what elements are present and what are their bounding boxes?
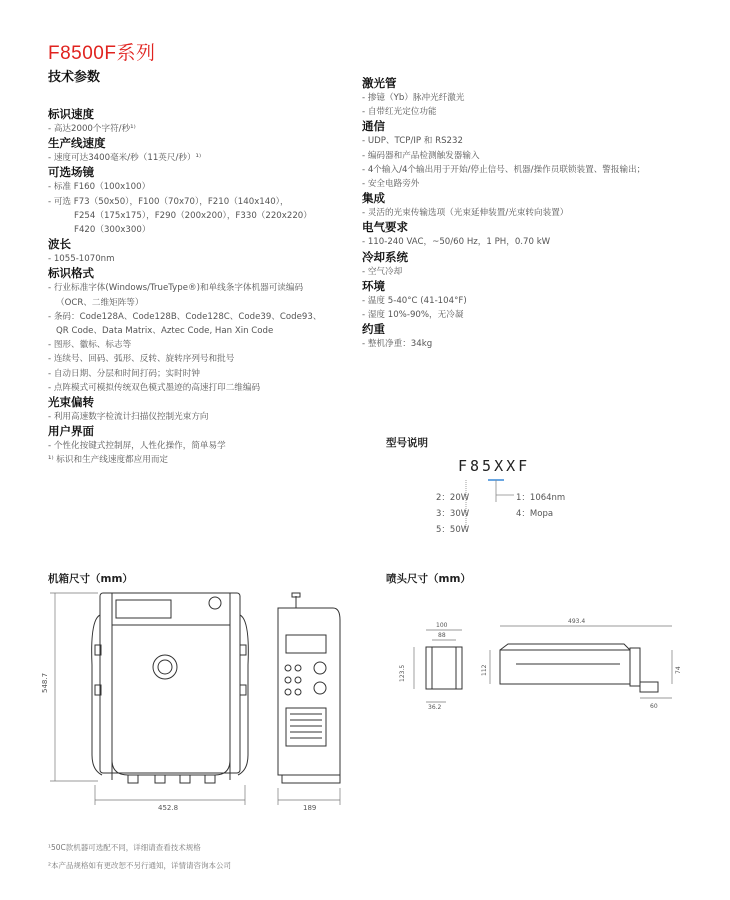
- spec-group-speed: [48, 107, 358, 136]
- spec-line: - 掺镱（Yb）脉冲光纤激光: [362, 93, 465, 103]
- spec-line: - 行业标准字体(Windows/TrueType®)和单线条字体机器可读编码: [48, 283, 304, 294]
- spec-line: - 整机净重：34kg: [362, 339, 433, 350]
- wavelength-options: [516, 490, 565, 522]
- spec-group-weight: [362, 322, 672, 351]
- head-bottom-label: 36.2: [428, 704, 442, 711]
- spec-line: - 点阵模式可模拟传统双色模式墨迹的高速打印二维编码: [48, 382, 261, 393]
- spec-heading: 环境: [362, 278, 385, 293]
- spec-heading: 用户界面: [48, 424, 94, 439]
- spec-line: QR Code、Data Matrix、Aztec Code, Han Xin Code: [56, 326, 274, 337]
- head-dimensions-title: 喷头尺寸（mm）: [386, 573, 471, 585]
- section-title: 技术参数: [48, 70, 101, 85]
- spec-line: - UDP、TCP/IP 和 RS232: [362, 136, 463, 147]
- power-option: 3：30W: [436, 509, 470, 519]
- spec-group-environment: [362, 279, 672, 322]
- head-inner-label: 88: [438, 632, 446, 639]
- head-height-label: 112: [481, 664, 488, 676]
- spec-line: F420（300x300）: [74, 225, 151, 236]
- spec-heading: 可选场镜: [48, 165, 94, 180]
- wavelength-option: 4：Mopa: [516, 509, 554, 519]
- spec-line: - 自带红光定位功能: [362, 107, 437, 118]
- model-title: 型号说明: [386, 437, 428, 449]
- head-length-label: 493.4: [568, 618, 586, 625]
- spec-group-integration: [362, 191, 672, 220]
- head-small-label: 60: [650, 703, 658, 710]
- spec-group-format: [48, 266, 358, 395]
- head-right-height-label: 74: [675, 666, 682, 674]
- head-drawing: [392, 612, 712, 712]
- spec-group-power: [362, 220, 672, 249]
- left-spec-column: [48, 107, 358, 468]
- cabinet-width-label: 452.8: [158, 804, 179, 812]
- spec-heading: 激光管: [362, 76, 397, 90]
- spec-line: - 标准 F160（100x100）: [48, 182, 151, 193]
- spec-line: - 安全电路旁外: [362, 179, 420, 190]
- spec-group-cooling: [362, 250, 672, 279]
- cabinet-height-label: 548.7: [41, 672, 49, 693]
- spec-heading: 标识格式: [48, 266, 94, 281]
- spec-line: - 可选 F73（50x50），F100（70x70），F210（140x140），: [48, 196, 289, 207]
- cabinet-depth-label: 189: [303, 804, 317, 812]
- spec-group-deflection: [48, 395, 358, 424]
- head-left-height-label: 123.5: [399, 664, 406, 682]
- spec-line: - 图形、徽标、标志等: [48, 340, 132, 351]
- model-code: F85XXF: [458, 457, 531, 475]
- head-width-label: 100: [436, 622, 448, 629]
- spec-line: - 4个输入/4个输出用于开始/停止信号、机器/操作员联锁装置、警报输出；: [362, 164, 646, 175]
- power-options: [436, 490, 469, 538]
- spec-heading: 冷却系统: [362, 249, 408, 264]
- spec-heading: 电气要求: [362, 220, 408, 235]
- spec-line: - 灵活的光束传输选项（光束延伸装置/光束转向装置）: [362, 208, 569, 219]
- spec-heading: 波长: [48, 237, 71, 252]
- spec-line: - 连续号、回码、弧形、反转、旋转序列号和批号: [48, 354, 235, 365]
- spec-line: - 速度可达3400毫米/秒（11英尺/秒）¹⁾: [48, 153, 202, 164]
- spec-line: - 温度 5-40°C (41-104°F): [362, 295, 467, 306]
- spec-line: - 1055-1070nm: [48, 254, 115, 265]
- spec-heading: 光束偏转: [48, 395, 94, 410]
- spec-line: - 利用高速数字检流计扫描仪控制光束方向: [48, 412, 209, 423]
- spec-group-line-speed: [48, 136, 358, 165]
- spec-heading: 集成: [362, 191, 385, 206]
- cabinet-side-drawing: [268, 590, 358, 815]
- spec-line: （OCR、二维矩阵等）: [56, 297, 144, 308]
- power-option: 2：20W: [436, 493, 470, 503]
- spec-heading: 通信: [362, 119, 385, 134]
- spec-group-wavelength: [48, 237, 358, 266]
- spec-group-lens: [48, 165, 358, 237]
- spec-heading: 标识速度: [48, 107, 94, 121]
- wavelength-option: 1：1064nm: [516, 493, 566, 503]
- series-title: F8500F系列: [48, 43, 156, 64]
- cabinet-dimensions-title: 机箱尺寸（mm）: [48, 573, 133, 585]
- power-option: 5：50W: [436, 525, 470, 535]
- spec-line: - 湿度 10%-90%，无冷凝: [362, 310, 464, 321]
- spec-line: - 空气冷却: [362, 266, 403, 277]
- spec-line: F254（175x175），F290（200x200），F330（220x220）: [74, 210, 312, 221]
- spec-line: - 自动日期、分层和时间打码；实时时钟: [48, 368, 200, 379]
- spec-line: - 高达2000个字符/秒¹⁾: [48, 124, 136, 134]
- spec-line: ¹⁾ 标识和生产线速度都应用而定: [48, 455, 169, 466]
- footnote: ¹50C款机器可选配不同，详细请查看技术规格: [48, 843, 201, 852]
- spec-group-ui: [48, 424, 358, 467]
- spec-line: - 110-240 VAC，~50/60 Hz，1 PH，0.70 kW: [362, 237, 551, 248]
- spec-group-comm: [362, 119, 672, 191]
- spec-line: - 个性化按键式控制屏，人性化操作，简单易学: [48, 441, 226, 452]
- spec-group-laser: [362, 76, 672, 119]
- spec-heading: 生产线速度: [48, 136, 106, 151]
- spec-heading: 约重: [362, 322, 385, 337]
- right-spec-column: [362, 76, 672, 351]
- cabinet-front-drawing: [40, 585, 265, 815]
- spec-line: - 编码器和产品检测触发器输入: [362, 150, 480, 161]
- spec-line: - 条码：Code128A、Code128B、Code128C、Code39、Code93、: [48, 311, 322, 322]
- footnote: ²本产品规格如有更改恕不另行通知，详情请咨询本公司: [48, 861, 232, 870]
